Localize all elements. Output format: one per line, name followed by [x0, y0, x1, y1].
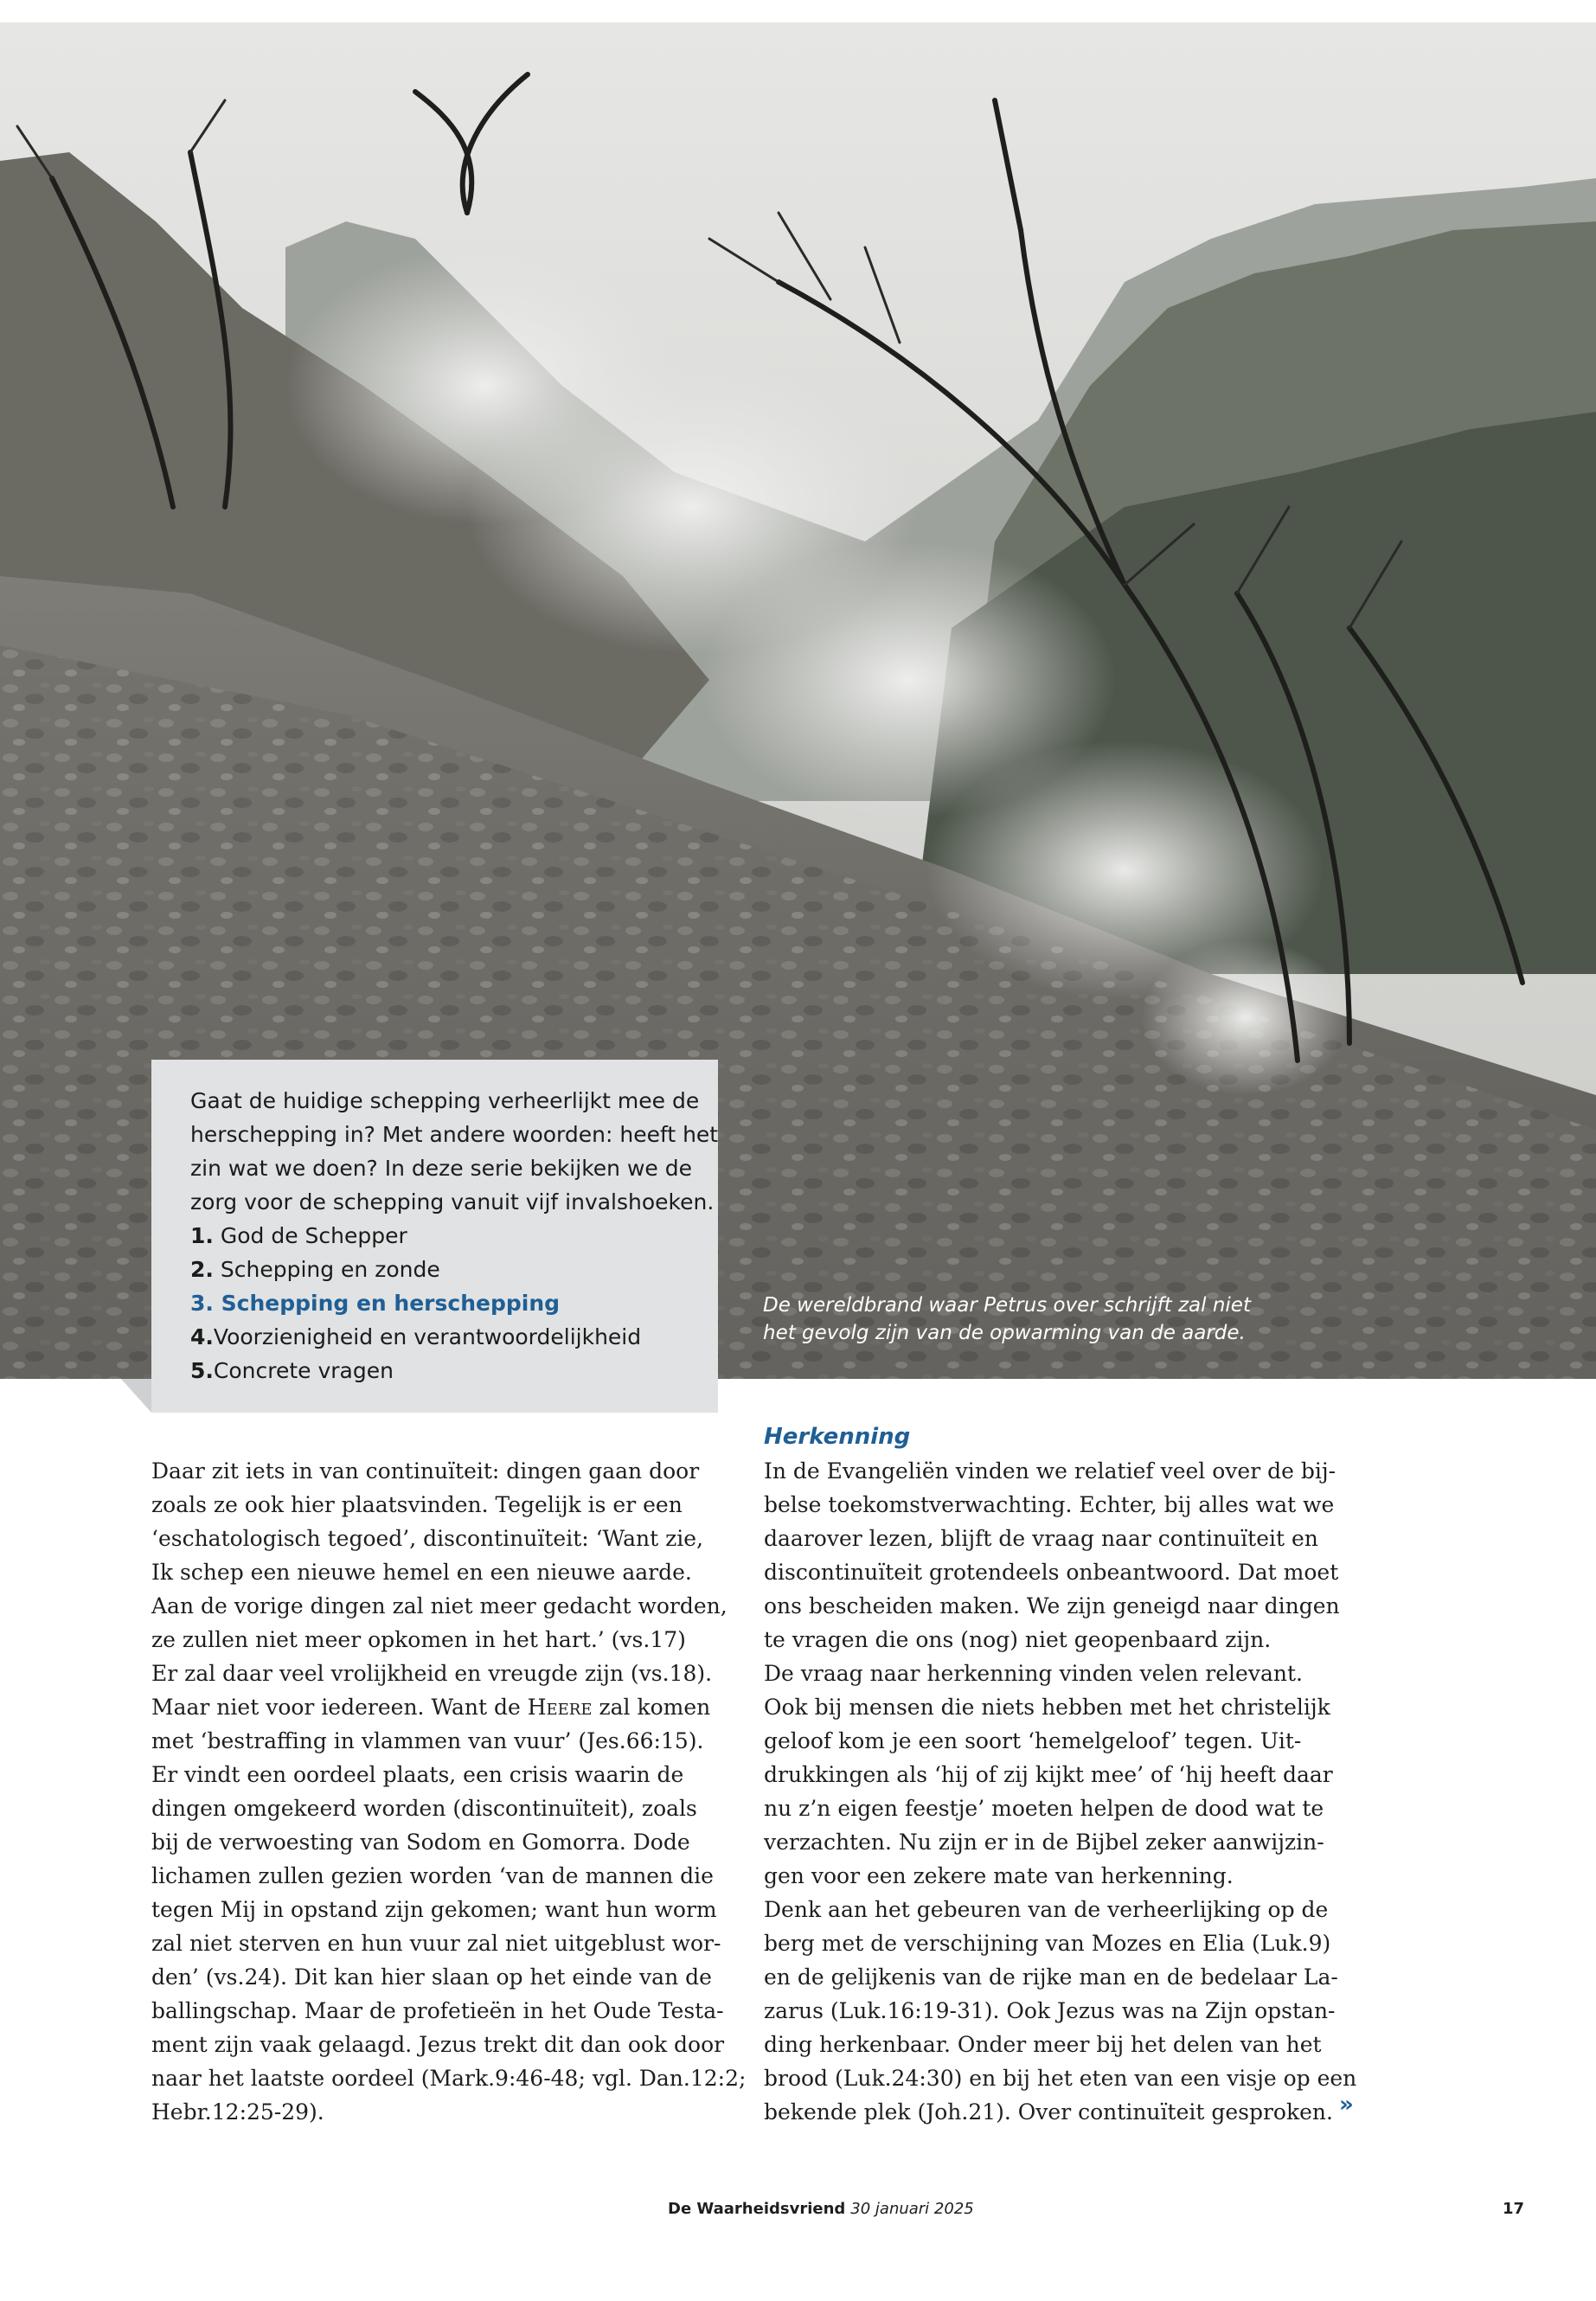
body-text: zal komen [592, 1695, 711, 1720]
body-line: en de gelijkenis van de rijke man en de bedelaar La- [764, 1965, 1338, 1990]
body-line: lichamen zullen gezien worden ‘van de mannen die [151, 1863, 714, 1888]
page-number: 17 [1503, 2200, 1525, 2218]
intro-line: Gaat de huidige schepping verheerlijkt mee de [190, 1088, 700, 1113]
body-line: Er zal daar veel vrolijkheid en vreugde zijn (vs.18). [151, 1661, 713, 1686]
series-item [190, 1320, 692, 1354]
body-line: Ook bij mensen die niets hebben met het christelijk [764, 1695, 1330, 1720]
body-line: ballingschap. Maar de profetieën in het Oude Testa- [151, 1998, 724, 2023]
body-line: zoals ze ook hier plaatsvinden. Tegelijk is er een [151, 1492, 683, 1517]
body-line: ze zullen niet meer opkomen in het hart.’ (vs.17) [151, 1627, 686, 1652]
body-line: met ‘bestraffing in vlammen van vuur’ (Jes.66:15). [151, 1728, 704, 1753]
series-item-label: Schepping en zonde [220, 1257, 440, 1282]
series-item-number: 3. [190, 1291, 214, 1316]
body-line-heere [151, 1690, 722, 1724]
body-line: In de Evangeliën vinden we relatief veel over de bij- [764, 1458, 1336, 1484]
series-item-number: 4. [190, 1324, 214, 1349]
series-item-number: 5. [190, 1358, 214, 1383]
article-column-right [764, 1420, 1357, 2129]
article-column-left [151, 1454, 747, 2129]
body-line: belse toekomstverwachting. Echter, bij alles wat we [764, 1492, 1335, 1517]
body-line: den’ (vs.24). Dit kan hier slaan op het einde van de [151, 1965, 712, 1990]
body-line: drukkingen als ‘hij of zij kijkt mee’ of ‘hij heeft daar [764, 1762, 1333, 1787]
issue-date: 30 januari 2025 [850, 2200, 974, 2218]
body-line: ‘eschatologisch tegoed’, discontinuïteit: ‘Want zie, [151, 1526, 703, 1551]
intro-line: herschepping in? Met andere woorden: heeft het [190, 1122, 719, 1147]
series-item-label: Concrete vragen [213, 1358, 394, 1383]
body-line: Daar zit iets in van continuïteit: dingen gaan door [151, 1458, 700, 1484]
body-line: daarover lezen, blijft de vraag naar continuïteit en [764, 1526, 1318, 1551]
continued-arrow-icon: » [1339, 2092, 1354, 2118]
body-line: Denk aan het gebeuren van de verheerlijking op de [764, 1897, 1329, 1922]
series-item-label: God de Schepper [220, 1223, 407, 1248]
body-line: naar het laatste oordeel (Mark.9:46-48; vgl. Dan.12:2; [151, 2066, 747, 2091]
intro-line: zin wat we doen? In deze serie bekijken we de [190, 1156, 692, 1181]
body-line: te vragen die ons (nog) niet geopenbaard zijn. [764, 1627, 1272, 1652]
body-line: Ik schep een nieuwe hemel en een nieuwe aarde. [151, 1560, 692, 1585]
series-list [190, 1219, 692, 1388]
series-item-current [190, 1286, 692, 1320]
body-line: bij de verwoesting van Sodom en Gomorra. Dode [151, 1830, 690, 1855]
publication-name: De Waarheidsvriend [668, 2200, 846, 2218]
divine-name: Heere [527, 1695, 593, 1720]
intro-box-corner-fold [121, 1379, 151, 1413]
series-item-label: Schepping en herschepping [221, 1291, 561, 1316]
series-intro-box [151, 1060, 718, 1413]
body-line: tegen Mij in opstand zijn gekomen; want hun worm [151, 1897, 717, 1922]
photo-caption [763, 1292, 1251, 1347]
body-line: verzachten. Nu zijn er in de Bijbel zeker aanwijzin- [764, 1830, 1324, 1855]
body-line: ment zijn vaak gelaagd. Jezus trekt dit dan ook door [151, 2032, 725, 2057]
section-heading: Herkenning [764, 1424, 911, 1450]
body-line: zarus (Luk.16:19-31). Ook Jezus was na Zijn opstan- [764, 1998, 1336, 2023]
series-item [190, 1219, 692, 1253]
body-line: bekende plek (Joh.21). Over continuïteit gesproken. [764, 2099, 1333, 2125]
body-line: berg met de verschijning van Mozes en Elia (Luk.9) [764, 1931, 1331, 1956]
photo-caption-line: De wereldbrand waar Petrus over schrijft zal niet [763, 1294, 1251, 1317]
body-text: Maar niet voor iedereen. Want de [151, 1695, 528, 1720]
body-line: ding herkenbaar. Onder meer bij het delen van het [764, 2032, 1322, 2057]
series-item-number: 2. [190, 1257, 214, 1282]
photo-caption-line: het gevolg zijn van de opwarming van de aarde. [763, 1322, 1246, 1344]
series-item-number: 1. [190, 1223, 214, 1248]
series-item [190, 1354, 692, 1388]
body-line: gen voor een zekere mate van herkenning. [764, 1863, 1234, 1888]
body-line: geloof kom je een soort ‘hemelgeloof’ tegen. Uit- [764, 1728, 1302, 1753]
body-line: brood (Luk.24:30) en bij het eten van een visje op een [764, 2066, 1357, 2091]
body-line: Hebr.12:25-29). [151, 2099, 324, 2125]
body-line: nu z’n eigen feestje’ moeten helpen de dood wat te [764, 1796, 1324, 1821]
footer-publication [668, 2200, 974, 2218]
series-item-label: Voorzienigheid en verantwoordelijkheid [213, 1324, 642, 1349]
body-line: Aan de vorige dingen zal niet meer gedacht worden, [151, 1593, 727, 1618]
body-line: Er vindt een oordeel plaats, een crisis waarin de [151, 1762, 684, 1787]
series-item [190, 1253, 692, 1286]
intro-line: zorg voor de schepping vanuit vijf invalshoeken. [190, 1189, 715, 1215]
body-line: zal niet sterven en hun vuur zal niet uitgeblust wor- [151, 1931, 721, 1956]
body-line: De vraag naar herkenning vinden velen relevant. [764, 1661, 1303, 1686]
body-line: ons bescheiden maken. We zijn geneigd naar dingen [764, 1593, 1340, 1618]
body-line: dingen omgekeerd worden (discontinuïteit), zoals [151, 1796, 697, 1821]
body-line: discontinuïteit grotendeels onbeantwoord. Dat moet [764, 1560, 1339, 1585]
